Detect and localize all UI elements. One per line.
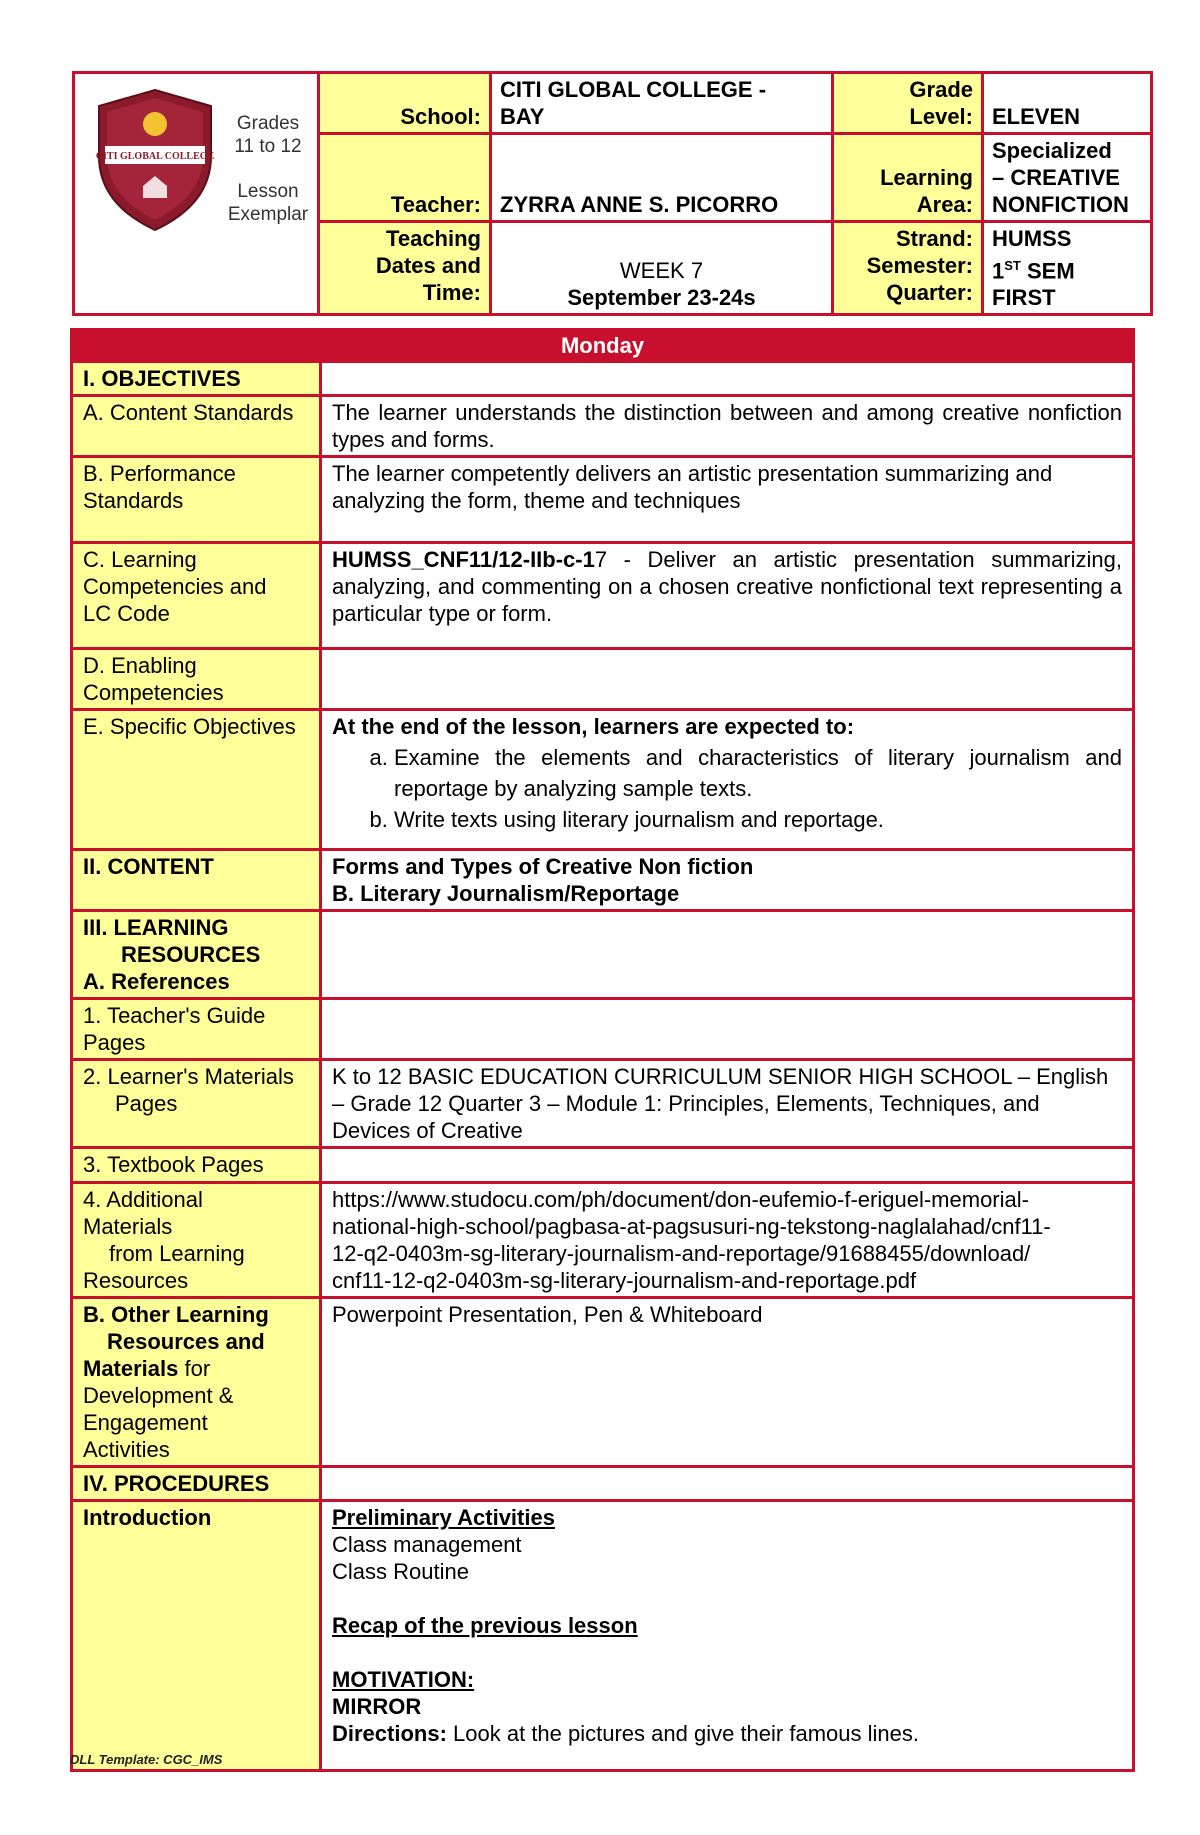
school-value-line2: BAY xyxy=(500,104,545,129)
learners-materials-label-line2: Pages xyxy=(115,1091,178,1116)
header-table xyxy=(72,71,1153,316)
dates-value-cell xyxy=(491,222,833,315)
teacher-value-cell xyxy=(491,134,833,222)
directions-text: Look at the pictures and give their famous lines. xyxy=(446,1721,919,1746)
class-management: Class management xyxy=(332,1532,522,1557)
day-header: Monday xyxy=(72,330,1134,362)
quarter-value: FIRST xyxy=(992,285,1056,311)
semester-sup: ST xyxy=(1004,258,1021,273)
list-item: b. Write texts using literary journalism and reportage. xyxy=(394,804,1122,835)
teachers-guide-label-line1: 1. Teacher's Guide xyxy=(83,1003,266,1028)
specific-objectives-value xyxy=(321,710,1134,850)
performance-standards-label xyxy=(72,457,321,543)
teacher-value: ZYRRA ANNE S. PICORRO xyxy=(500,192,779,217)
additional-label-line4: Resources xyxy=(83,1268,189,1293)
preliminary-activities: Preliminary Activities xyxy=(332,1505,555,1530)
introduction-value xyxy=(321,1501,1134,1771)
strand-label: Strand: xyxy=(896,226,973,251)
other-label-line5: Engagement xyxy=(83,1410,208,1435)
teachers-guide-value xyxy=(321,999,1134,1060)
grades-range: 11 to 12 xyxy=(234,136,302,157)
college-shield-logo xyxy=(91,86,219,234)
logo-cell xyxy=(74,73,319,315)
performance-standards-value: The learner competently delivers an artistic presentation summarizing and analyzing the form, theme and techniques xyxy=(321,457,1134,543)
teachers-guide-label xyxy=(72,999,321,1060)
dates-value: September 23-24s xyxy=(567,285,756,311)
competency-text: 7 - Deliver an artistic presentation summarizing, analyzing, and commenting on a chosen creative nonfictional text representing a particular type or form. xyxy=(332,547,1122,626)
textbook-label: 3. Textbook Pages xyxy=(72,1148,321,1183)
introduction-label: Introduction xyxy=(72,1501,321,1771)
other-label-line3 xyxy=(83,1355,309,1382)
resources-label-line2: RESOURCES xyxy=(121,942,261,967)
other-resources-label xyxy=(72,1298,321,1467)
teacher-label-cell xyxy=(319,134,491,222)
procedures-value xyxy=(321,1467,1134,1501)
additional-label-line1: 4. Additional xyxy=(83,1187,203,1212)
other-label-line1: B. Other Learning xyxy=(83,1302,269,1327)
textbook-value xyxy=(321,1148,1134,1183)
other-label-for: for xyxy=(178,1356,211,1381)
grade-value-cell xyxy=(983,73,1152,134)
strand-label-cell xyxy=(833,222,983,315)
teacher-label: Teacher: xyxy=(390,192,481,217)
specific-intro: At the end of the lesson, learners are expected to: xyxy=(332,714,855,739)
additional-materials-label xyxy=(72,1183,321,1298)
resources-label xyxy=(72,911,321,999)
school-value-cell xyxy=(491,73,833,134)
additional-label-line3: from Learning xyxy=(109,1241,245,1266)
references-label: A. References xyxy=(83,969,230,994)
school-value-line1: CITI GLOBAL COLLEGE - xyxy=(500,77,767,102)
school-label: School: xyxy=(400,104,481,129)
quarter-label: Quarter: xyxy=(886,280,973,305)
resources-label-line1: III. LEARNING xyxy=(83,915,229,940)
grade-value: ELEVEN xyxy=(992,104,1081,129)
motivation-heading: MOTIVATION: xyxy=(332,1667,475,1692)
additional-link-line3[interactable]: 12-q2-0403m-sg-literary-journalism-and-reportage/91688455/download/ xyxy=(332,1241,1031,1266)
competencies-label-line2: Competencies and xyxy=(83,574,267,599)
specific-objectives-label: E. Specific Objectives xyxy=(72,710,321,850)
additional-link-line4[interactable]: cnf11-12-q2-0403m-sg-literary-journalism-and-reportage.pdf xyxy=(332,1268,917,1293)
enabling-label-line1: D. Enabling xyxy=(83,653,197,678)
mirror-title: MIRROR xyxy=(332,1694,422,1719)
lesson-exemplar-label xyxy=(213,112,323,226)
lesson-table xyxy=(70,328,1135,1772)
content-value xyxy=(321,850,1134,911)
content-standards-value: The learner understands the distinction between and among creative nonfiction types and forms. xyxy=(321,396,1134,457)
strand-value-cell xyxy=(983,222,1152,315)
lesson-label: Lesson xyxy=(237,181,299,202)
strand-value: HUMSS xyxy=(992,226,1072,251)
semester-value xyxy=(992,252,1142,284)
enabling-label-line2: Competencies xyxy=(83,680,224,705)
learners-materials-label-line1: 2. Learner's Materials xyxy=(83,1064,294,1089)
area-value-cell xyxy=(983,134,1152,222)
directions-line xyxy=(332,1720,1122,1747)
area-label-line2: Area: xyxy=(916,192,973,217)
week-value: WEEK 7 xyxy=(619,258,704,284)
competencies-value xyxy=(321,543,1134,649)
content-value-line1: Forms and Types of Creative Non fiction xyxy=(332,854,754,879)
competencies-label-line3: LC Code xyxy=(83,601,170,626)
additional-link-line2[interactable]: national-high-school/pagbasa-at-pagsusuri-ng-tekstong-naglalahad/cnf11- xyxy=(332,1214,1051,1239)
enabling-label xyxy=(72,649,321,710)
list-item: a. Examine the elements and characteristics of literary journalism and reportage by analyzing sample texts. xyxy=(394,742,1122,804)
specific-objectives-list xyxy=(332,742,1122,835)
area-value-line2: – CREATIVE xyxy=(992,165,1120,190)
enabling-value xyxy=(321,649,1134,710)
dates-label-line3: Time: xyxy=(422,280,481,305)
semester-rest: SEM xyxy=(1020,258,1075,284)
learners-materials-value: K to 12 BASIC EDUCATION CURRICULUM SENIOR HIGH SCHOOL – English – Grade 12 Quarter 3 – Module 1: Principles, Elements, Techniques, and Devices of Creative xyxy=(321,1060,1134,1148)
content-standards-label: A. Content Standards xyxy=(72,396,321,457)
learners-materials-label xyxy=(72,1060,321,1148)
content-label: II. CONTENT xyxy=(72,850,321,911)
semester-num: 1 xyxy=(992,258,1005,284)
dates-label-line2: Dates and xyxy=(375,253,481,278)
other-label-materials: Materials xyxy=(83,1356,179,1381)
additional-materials-value xyxy=(321,1183,1134,1298)
area-value-line1: Specialized xyxy=(992,138,1112,163)
other-label-line4: Development & xyxy=(83,1383,234,1408)
objectives-label: I. OBJECTIVES xyxy=(72,362,321,396)
performance-label-line1: B. Performance xyxy=(83,461,236,486)
other-label-line2: Resources and xyxy=(107,1329,265,1354)
area-label-cell xyxy=(833,134,983,222)
competencies-label xyxy=(72,543,321,649)
dates-label-cell xyxy=(319,222,491,315)
teachers-guide-label-line2: Pages xyxy=(83,1030,146,1055)
school-label-cell xyxy=(319,73,491,134)
footer-template-label: DLL Template: CGC_IMS xyxy=(70,1752,223,1767)
directions-label: Directions: xyxy=(332,1721,447,1746)
competencies-label-line1: C. Learning xyxy=(83,547,197,572)
objectives-value xyxy=(321,362,1134,396)
area-label-line1: Learning xyxy=(880,165,973,190)
content-value-line2: B. Literary Journalism/Reportage xyxy=(332,881,680,906)
grades-label: Grades xyxy=(236,113,300,134)
resources-value xyxy=(321,911,1134,999)
additional-label-line2: Materials xyxy=(83,1214,173,1239)
exemplar-label: Exemplar xyxy=(227,204,309,225)
area-value-line3: NONFICTION xyxy=(992,192,1129,217)
grade-label-line2: Level: xyxy=(909,104,973,129)
logo-text: CITI GLOBAL COLLEGE xyxy=(95,151,215,162)
grade-label-cell xyxy=(833,73,983,134)
additional-link-line1[interactable]: https://www.studocu.com/ph/document/don-eufemio-f-eriguel-memorial- xyxy=(332,1187,1029,1212)
procedures-label: IV. PROCEDURES xyxy=(72,1467,321,1501)
performance-label-line2: Standards xyxy=(83,488,184,513)
class-routine: Class Routine xyxy=(332,1559,469,1584)
dates-label-line1: Teaching xyxy=(386,226,481,251)
other-resources-value: Powerpoint Presentation, Pen & Whiteboard xyxy=(321,1298,1134,1467)
competency-code: HUMSS_CNF11/12-IIb-c-1 xyxy=(332,547,595,572)
recap-heading: Recap of the previous lesson xyxy=(332,1613,638,1638)
semester-label: Semester: xyxy=(866,253,973,278)
other-label-line6: Activities xyxy=(83,1437,170,1462)
grade-label-line1: Grade xyxy=(909,77,973,102)
